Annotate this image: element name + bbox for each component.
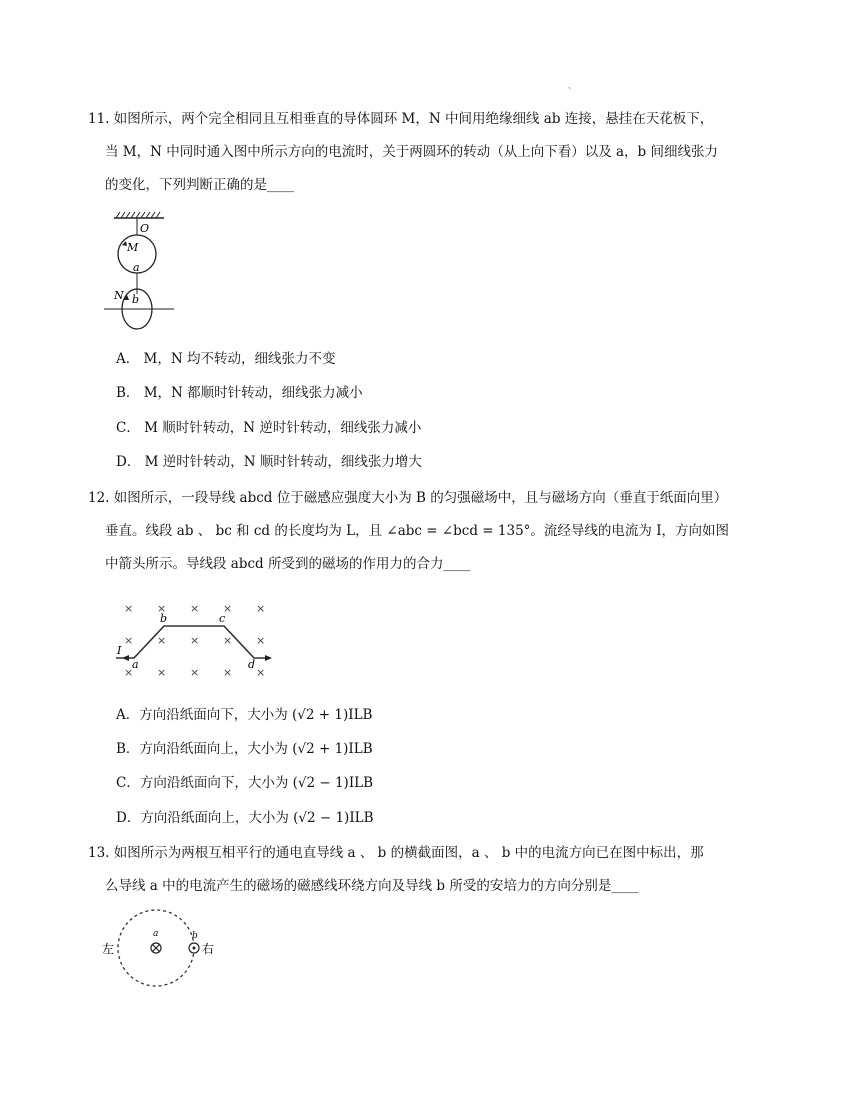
- field-cross-mark: ×: [190, 602, 200, 615]
- label-right: 右: [202, 942, 215, 956]
- question-11-line-2: 当 M，N 中同时通入图中所示方向的电流时，关于两圆环的转动（从上向下看）以及 a，b 间细线张力: [105, 144, 718, 160]
- field-cross-mark: ×: [256, 634, 266, 647]
- label-b: b: [160, 612, 168, 625]
- q11-option-c: C． M 顺时针转动，N 逆时针转动，细线张力减小: [116, 420, 422, 436]
- question-11-line-1: 11. 如图所示，两个完全相同且互相垂直的导体圆环 M，N 中间用绝缘细线 ab 连接，悬挂在天花板下，: [88, 111, 714, 127]
- label-b: b: [132, 293, 140, 306]
- label-left: 左: [102, 942, 115, 956]
- question-11-line-3: 的变化，下列判断正确的是____: [105, 177, 294, 193]
- field-cross-mark: ×: [223, 602, 233, 615]
- wire-b-dot: [193, 947, 196, 950]
- q12-option-c: C．方向沿纸面向下，大小为 (√2 − 1)ILB: [116, 775, 374, 791]
- q12-option-a: A．方向沿纸面向下，大小为 (√2 + 1)ILB: [116, 707, 373, 723]
- top-mark: 、: [568, 81, 576, 90]
- field-cross-mark: ×: [223, 634, 233, 647]
- field-cross-mark: ×: [157, 666, 167, 679]
- q11-option-d: D． M 逆时针转动，N 顺时针转动，细线张力增大: [116, 454, 422, 470]
- figure-q11-hanging-rings: [100, 208, 180, 336]
- field-cross-mark: ×: [124, 634, 134, 647]
- question-13-line-2: 么导线 a 中的电流产生的磁场的磁感线环绕方向及导线 b 所受的安培力的方向分别是____: [105, 878, 639, 894]
- field-cross-mark: ×: [256, 602, 266, 615]
- current-arrow-right-icon: [265, 655, 272, 661]
- question-12: [88, 482, 788, 581]
- question-12-line-3: 中箭头所示。导线段 abcd 所受到的磁场的作用力的合力____: [105, 556, 471, 572]
- field-cross-mark: ×: [157, 634, 167, 647]
- field-cross-mark: ×: [190, 634, 200, 647]
- label-b: b: [192, 931, 198, 941]
- question-13-line-1: 13. 如图所示为两根互相平行的通电直导线 a 、 b 的横截面图，a 、 b 中的电流方向已在图中标出，那: [88, 845, 704, 861]
- field-cross-mark: ×: [157, 602, 167, 615]
- current-arrow-left-icon: [122, 655, 129, 661]
- q12-option-b: B．方向沿纸面向上，大小为 (√2 + 1)ILB: [116, 741, 373, 757]
- label-a: a: [132, 658, 139, 671]
- field-cross-mark: ×: [124, 666, 134, 679]
- field-cross-mark: ×: [256, 666, 266, 679]
- label-d: d: [248, 658, 256, 671]
- q11-option-b: B． M，N 都顺时针转动，细线张力减小: [116, 385, 363, 401]
- label-a: a: [133, 261, 140, 274]
- figure-q12-bent-wire: [112, 596, 277, 686]
- q11-option-a: A． M，N 均不转动，细线张力不变: [116, 351, 336, 367]
- question-13: [88, 837, 788, 903]
- question-11: [88, 103, 788, 202]
- field-cross-mark: ×: [223, 666, 233, 679]
- field-cross-mark: ×: [190, 666, 200, 679]
- field-crosses: [124, 602, 265, 679]
- ceiling-hatch: [116, 212, 160, 218]
- label-c: c: [219, 612, 226, 625]
- label-a: a: [153, 929, 159, 939]
- label-i: I: [117, 644, 122, 657]
- q12-option-d: D．方向沿纸面向上，大小为 (√2 − 1)ILB: [116, 810, 374, 826]
- question-12-line-2: 垂直。线段 ab 、 bc 和 cd 的长度均为 L，且 ∠abc = ∠bcd = 135°。流经导线的电流为 I，方向如图: [105, 523, 730, 539]
- label-m: M: [127, 241, 139, 254]
- label-o: O: [140, 222, 150, 235]
- field-cross-mark: ×: [124, 602, 134, 615]
- label-n: N: [114, 289, 124, 302]
- question-12-line-1: 12. 如图所示，一段导线 abcd 位于磁感应强度大小为 B 的匀强磁场中，且与磁场方向（垂直于纸面向里）: [88, 490, 728, 506]
- figure-q13-parallel-wires: [100, 908, 220, 994]
